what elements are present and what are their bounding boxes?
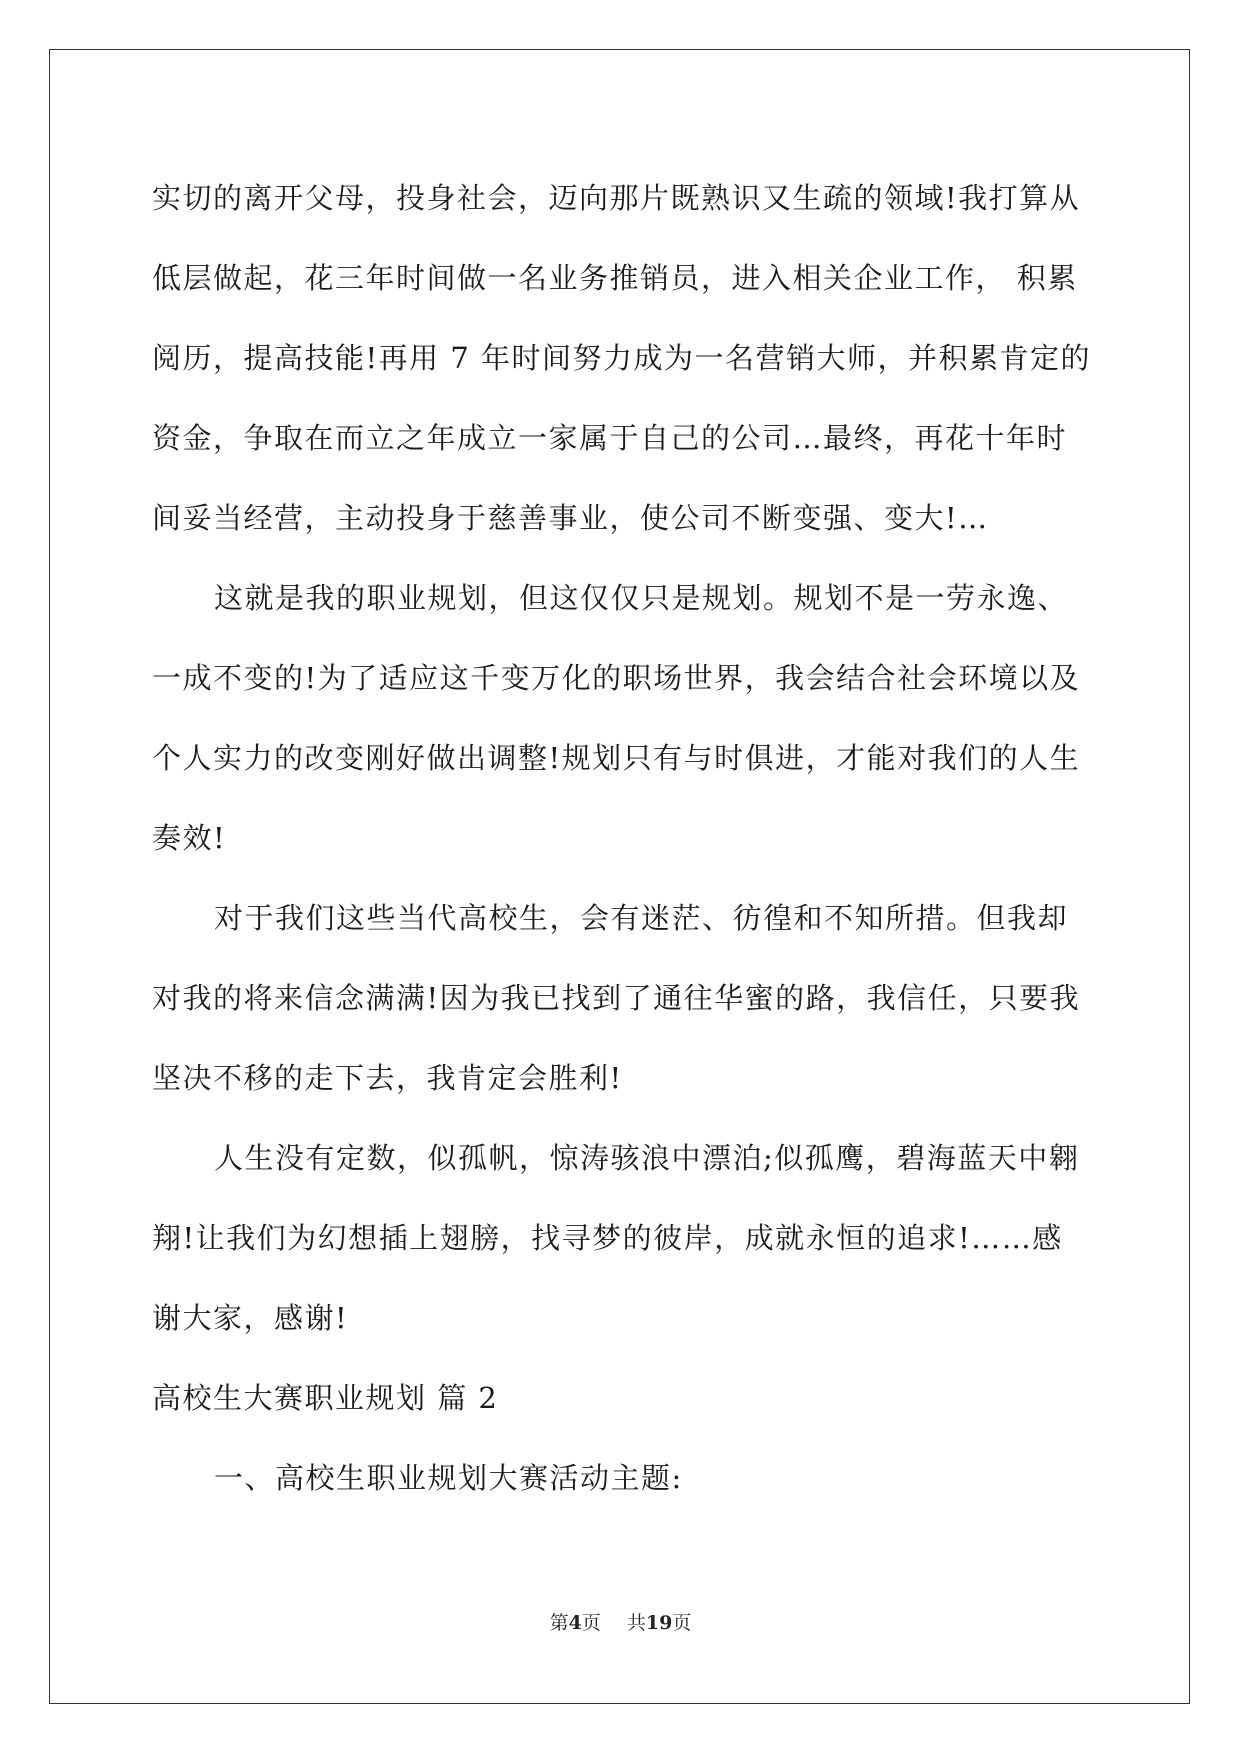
paragraph-1 xyxy=(152,158,1090,558)
text-line: 低层做起，花三年时间做一名业务推销员，进入相关企业工作， 积累 xyxy=(152,261,1078,295)
text-line: 对我的将来信念满满!因为我已找到了通往华蜜的路，我信任，只要我 xyxy=(152,981,1081,1015)
text-line: 阅历，提高技能!再用 7 年时间努力成为一名营销大师，并积累肯定的 xyxy=(152,341,1092,375)
paragraph-2 xyxy=(152,558,1090,878)
total-page-count: 19 xyxy=(645,1612,673,1634)
footer-total-suffix: 页 xyxy=(672,1612,692,1634)
text-line: 对于我们这些当代高校生，会有迷茫、彷徨和不知所措。但我却 xyxy=(214,901,1069,935)
paragraph-3 xyxy=(152,878,1090,1118)
section-title: 高校生大赛职业规划 篇 2 xyxy=(152,1381,499,1415)
text-line: 实切的离开父母，投身社会，迈向那片既熟识又生疏的领域!我打算从 xyxy=(152,181,1081,215)
text-line: 一成不变的!为了适应这千变万化的职场世界，我会结合社会环境以及 xyxy=(152,661,1081,695)
text-line: 资金，争取在而立之年成立一家属于自己的公司…最终，再花十年时 xyxy=(152,421,1068,455)
subheading: 一、高校生职业规划大赛活动主题: xyxy=(214,1461,683,1495)
text-line: 间妥当经营，主动投身于慈善事业，使公司不断变强、变大!… xyxy=(152,501,989,535)
footer-prefix: 第 xyxy=(549,1612,569,1634)
footer-page-suffix: 页 xyxy=(581,1612,601,1634)
paragraph-4 xyxy=(152,1118,1090,1358)
current-page-number: 4 xyxy=(568,1612,582,1634)
footer-total-prefix: 共 xyxy=(626,1612,646,1634)
text-line: 人生没有定数，似孤帆，惊涛骇浪中漂泊;似孤鹰，碧海蓝天中翱 xyxy=(214,1141,1080,1175)
text-line: 坚决不移的走下去，我肯定会胜利! xyxy=(152,1061,623,1095)
text-line: 谢大家，感谢! xyxy=(152,1301,349,1335)
document-body xyxy=(152,158,1090,1518)
text-line: 个人实力的改变刚好做出调整!规划只有与时俱进，才能对我们的人生 xyxy=(152,741,1081,775)
page-footer xyxy=(0,1608,1241,1635)
text-line: 这就是我的职业规划，但这仅仅只是规划。规划不是一劳永逸、 xyxy=(214,581,1069,615)
text-line: 翔!让我们为幻想插上翅膀，找寻梦的彼岸，成就永恒的追求!……感 xyxy=(152,1221,1063,1255)
text-line: 奏效! xyxy=(152,821,227,855)
